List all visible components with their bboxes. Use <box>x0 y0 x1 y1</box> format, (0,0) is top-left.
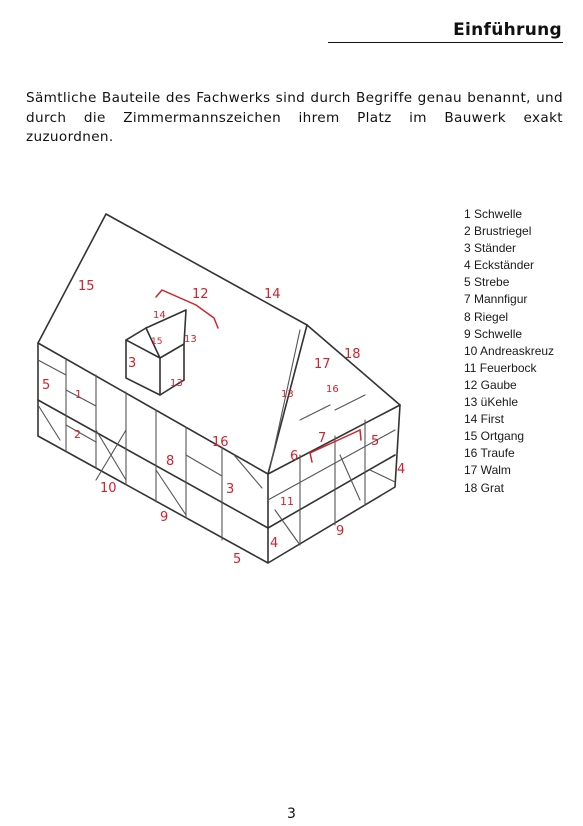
marker-9-gable: 9 <box>336 524 345 539</box>
front-wall-timbers <box>38 360 262 540</box>
marker-13-dormer-top: 13 <box>184 334 197 345</box>
legend-item: 8 Riegel <box>464 309 509 324</box>
legend-item: 2 Brustriegel <box>464 224 532 239</box>
legend-item: 7 Mannfigur <box>464 292 528 307</box>
marker-8: 8 <box>166 454 175 469</box>
marker-17: 17 <box>314 357 331 372</box>
legend-item: 13 üKehle <box>464 395 519 410</box>
legend-item: 9 Schwelle <box>464 326 523 341</box>
marker-3-dormer: 3 <box>128 356 137 371</box>
marker-15-dormer: 15 <box>151 337 163 347</box>
marker-5-gable: 5 <box>371 434 380 449</box>
marker-5-front: 5 <box>42 378 51 393</box>
marker-4-corner: 4 <box>270 536 279 551</box>
legend-item: 1 Schwelle <box>464 207 523 221</box>
legend-item: 3 Ständer <box>464 241 517 256</box>
parts-legend <box>464 206 554 497</box>
marker-14-roof: 14 <box>264 287 281 302</box>
legend-item: 5 Strebe <box>464 275 510 290</box>
wall-outline <box>38 343 400 563</box>
marker-9-front: 9 <box>160 510 169 525</box>
legend-item: 11 Feuerbock <box>464 360 537 375</box>
legend-item: 4 Eckständer <box>464 258 535 273</box>
marker-18: 18 <box>344 347 361 362</box>
chapter-heading: Einführung <box>453 20 562 40</box>
legend-item: 16 Traufe <box>464 446 515 461</box>
marker-3-front: 3 <box>226 482 235 497</box>
intro-paragraph: Sämtliche Bauteile des Fachwerks sind durch Begriffe genau benannt, und durch die Zimmermannszeichen ihrem Platz im Bauwerk exakt zuzuordnen. <box>26 90 563 145</box>
marker-2: 2 <box>74 428 81 441</box>
marker-1: 1 <box>75 388 82 401</box>
marker-4-gable: 4 <box>397 462 406 477</box>
legend-item: 10 Andreaskreuz <box>464 343 555 358</box>
marker-16-eaves: 16 <box>212 435 229 450</box>
marker-13-hip: 13 <box>281 389 294 400</box>
page-number: 3 <box>287 806 296 822</box>
marker-16-gable: 16 <box>326 384 339 395</box>
marker-12: 12 <box>192 287 209 302</box>
legend-item: 12 Gaube <box>464 377 517 392</box>
marker-6: 6 <box>290 449 299 464</box>
marker-10: 10 <box>100 481 117 496</box>
marker-15-roof: 15 <box>78 279 95 294</box>
legend-item: 18 Grat <box>464 480 505 495</box>
legend-item: 17 Walm <box>464 463 511 478</box>
annotation-lines <box>156 290 361 462</box>
marker-5-base: 5 <box>233 552 242 567</box>
legend-item: 14 First <box>464 412 505 427</box>
marker-13-dormer-bottom: 13 <box>170 378 183 389</box>
marker-14-dormer: 14 <box>153 310 166 321</box>
legend-item: 15 Ortgang <box>464 429 525 444</box>
marker-7: 7 <box>318 431 327 446</box>
marker-11: 11 <box>280 495 294 508</box>
